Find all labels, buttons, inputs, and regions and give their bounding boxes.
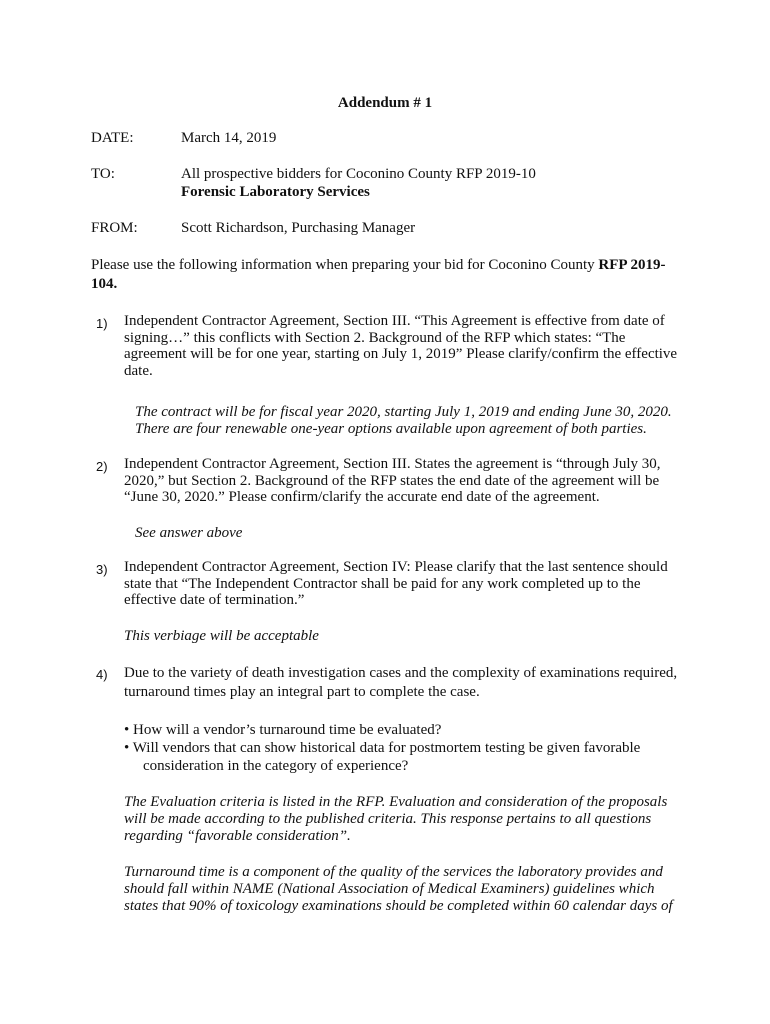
item-3-number: 3) bbox=[96, 562, 108, 577]
from-value: Scott Richardson, Purchasing Manager bbox=[181, 220, 416, 236]
item-2-number: 2) bbox=[96, 459, 108, 474]
intro-rfp-number: RFP 2019-104. bbox=[91, 257, 666, 292]
item-4-answer: The Evaluation criteria is listed in the RFP. Evaluation and consideration of the proposals will be made according to the published criteria. This response pertains to all questions regarding “favorable consideration”. bbox=[124, 794, 668, 844]
item-4-bullet-1: • How will a vendor’s turnaround time be evaluated? bbox=[124, 722, 442, 738]
item-4-answer-continued: Turnaround time is a component of the quality of the services the laboratory provides and should fall within NAME (National Association of Medical Examiners) guidelines which states that 90% of toxicology examinations should be completed within 60 calendar days of bbox=[124, 864, 673, 914]
to-label: TO: bbox=[91, 166, 115, 182]
item-3-answer: This verbiage will be acceptable bbox=[124, 628, 319, 644]
date-value: March 14, 2019 bbox=[181, 130, 277, 146]
item-1-question: Independent Contractor Agreement, Section III. “This Agreement is effective from date of signing…” this conflicts with Section 2. Background of the RFP which states: “The agreement will be for one year, starting on July 1, 2019” Please clarify/confirm the effective date. bbox=[124, 313, 678, 379]
to-value-line1: All prospective bidders for Coconino County RFP 2019-10 bbox=[181, 166, 536, 182]
document-title: Addendum # 1 bbox=[337, 95, 433, 111]
item-1-number: 1) bbox=[96, 316, 108, 331]
item-1-answer: The contract will be for fiscal year 2020, starting July 1, 2019 and ending June 30, 2020. There are four renewable one-year options available upon agreement of both parties. bbox=[135, 404, 672, 437]
date-label: DATE: bbox=[91, 130, 134, 146]
item-4-number: 4) bbox=[96, 667, 108, 682]
item-3-question: Independent Contractor Agreement, Section IV: Please clarify that the last sentence should state that “The Independent Contractor shall be paid for any work completed up to the effective date of termination.” bbox=[124, 559, 668, 608]
intro-text: Please use the following information when preparing your bid for Coconino County bbox=[91, 257, 599, 273]
item-4-bullet-list bbox=[124, 721, 684, 775]
to-value-line2: Forensic Laboratory Services bbox=[181, 184, 370, 200]
intro-paragraph bbox=[91, 256, 681, 294]
from-label: FROM: bbox=[91, 220, 138, 236]
item-4-question: Due to the variety of death investigation cases and the complexity of examinations required, turnaround times play an integral part to complete the case. bbox=[124, 665, 678, 700]
item-2-answer: See answer above bbox=[135, 525, 243, 541]
item-2-question: Independent Contractor Agreement, Section III. States the agreement is “through July 30, 2020,” but Section 2. Background of the RFP states the end date of the agreement will be “June 30, 2020.” Please confirm/clarify the accurate end date of the agreement. bbox=[124, 456, 661, 505]
item-4-bullet-2: • Will vendors that can show historical data for postmortem testing be given favorable consideration in the category of experience? bbox=[124, 740, 641, 774]
